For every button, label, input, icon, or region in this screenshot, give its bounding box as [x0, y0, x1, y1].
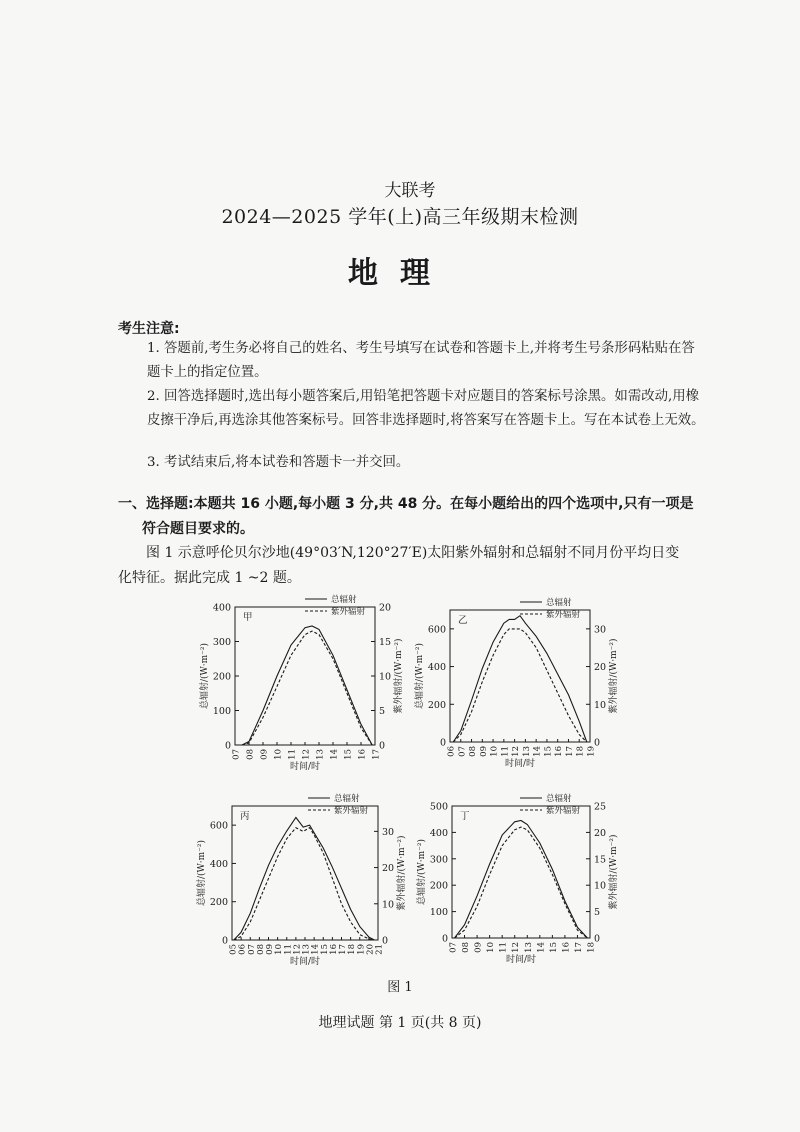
- chart-frame: [450, 610, 590, 742]
- series-uv-radiation: [453, 629, 587, 742]
- y-right-tick-label: 5: [379, 706, 386, 717]
- chart-panel-1: [198, 594, 404, 772]
- x-tick-label: 05: [228, 944, 239, 955]
- x-tick-label: 11: [498, 942, 509, 953]
- y-left-tick-label: 400: [209, 858, 228, 870]
- x-tick-label: 07: [457, 746, 468, 757]
- y-left-tick-label: 0: [221, 935, 228, 947]
- chart-panel-2: [413, 597, 619, 769]
- y-right-tick-label: 25: [594, 801, 607, 813]
- y-left-axis-label: 总辐射/(W·m⁻²): [415, 642, 425, 710]
- y-left-tick-label: 200: [429, 880, 448, 892]
- panel-label: 丙: [240, 811, 250, 822]
- x-tick-label: 14: [532, 746, 543, 757]
- x-tick-label: 17: [371, 749, 382, 760]
- x-tick-label: 12: [292, 944, 303, 955]
- notice-item-3: 3. 考试结束后,将本试卷和答题卡一并交回。: [147, 455, 410, 470]
- y-right-tick-label: 20: [594, 662, 607, 674]
- series-total-radiation: [242, 626, 372, 745]
- x-tick-label: 12: [511, 942, 522, 953]
- figure-caption: 图 1: [387, 980, 413, 995]
- x-tick-label: 13: [521, 746, 532, 757]
- notice-item-2: 2. 回答选择题时,选出每小题答案后,用铅笔把答题卡对应题目的答案标号涂黑。如需改动,用橡皮擦干净后,再选涂其他答案标号。回答非选择题时,将答案写在答题卡上。写在本试卷上无效。: [147, 389, 705, 428]
- x-tick-label: 07: [448, 942, 459, 953]
- y-left-tick-label: 400: [427, 662, 446, 674]
- series-uv-radiation: [234, 828, 375, 940]
- legend-label-total: 总辐射: [331, 595, 357, 605]
- y-left-tick-label: 0: [439, 737, 446, 749]
- x-tick-label: 15: [319, 944, 330, 955]
- panel-label: 丁: [460, 811, 470, 822]
- y-right-tick-label: 0: [379, 740, 386, 752]
- y-right-axis-label: 紫外辐射/(W·m⁻²): [394, 638, 404, 714]
- panel-label: 甲: [243, 612, 253, 623]
- y-left-tick-label: 200: [427, 699, 446, 711]
- y-left-tick-label: 600: [209, 820, 228, 832]
- y-left-tick-label: 100: [429, 907, 448, 919]
- x-tick-label: 16: [561, 942, 572, 953]
- x-tick-label: 13: [315, 749, 326, 760]
- y-left-tick-label: 200: [209, 897, 228, 909]
- y-left-axis-label: 总辐射/(W·m⁻²): [200, 642, 210, 710]
- x-tick-label: 16: [554, 746, 565, 757]
- y-right-tick-label: 5: [594, 907, 601, 919]
- x-tick-label: 09: [473, 942, 484, 953]
- y-right-tick-label: 10: [382, 899, 395, 911]
- y-left-tick-label: 100: [212, 706, 231, 717]
- x-tick-label: 17: [564, 746, 575, 757]
- x-axis-label: 时间/时: [505, 955, 537, 965]
- y-left-tick-label: 400: [212, 602, 231, 614]
- y-right-tick-label: 20: [594, 827, 607, 839]
- x-tick-label: 14: [310, 944, 321, 955]
- x-axis-label: 时间/时: [289, 762, 321, 772]
- x-tick-label: 12: [301, 749, 312, 760]
- exam-title: 2024—2025 学年(上)高三年级期末检测: [221, 206, 579, 228]
- x-tick-label: 18: [575, 746, 586, 757]
- series-total-radiation: [455, 821, 588, 939]
- series-total-radiation: [234, 818, 375, 941]
- series-total-radiation: [453, 616, 587, 742]
- y-right-axis-label: 紫外辐射/(W·m⁻²): [609, 638, 619, 714]
- legend-label-total: 总辐射: [546, 598, 572, 608]
- x-tick-label: 10: [273, 749, 284, 760]
- x-tick-label: 09: [478, 746, 489, 757]
- x-tick-label: 07: [246, 944, 257, 955]
- x-tick-label: 10: [486, 942, 497, 953]
- legend-label-uv: 紫外辐射: [546, 806, 581, 816]
- x-tick-label: 08: [255, 944, 266, 955]
- y-right-tick-label: 10: [379, 671, 392, 683]
- y-left-axis-label: 总辐射/(W·m⁻²): [197, 839, 207, 907]
- x-tick-label: 10: [489, 746, 500, 757]
- x-tick-label: 08: [245, 749, 256, 760]
- question-intro-line1: 图 1 示意呼伦贝尔沙地(49°03′N,120°27′E)太阳紫外辐射和总辐射不同月份平均日变: [146, 545, 680, 561]
- question-intro-line2: 化特征。据此完成 1 ~2 题。: [118, 570, 301, 586]
- legend-label-total: 总辐射: [334, 794, 360, 804]
- y-left-tick-label: 400: [429, 827, 448, 839]
- y-right-tick-label: 0: [594, 933, 601, 945]
- y-left-tick-label: 500: [429, 801, 448, 813]
- x-tick-label: 13: [523, 942, 534, 953]
- y-left-tick-label: 600: [427, 624, 446, 636]
- series-uv-radiation: [242, 631, 372, 745]
- x-tick-label: 11: [287, 749, 298, 760]
- series-uv-radiation: [455, 827, 588, 938]
- x-tick-label: 10: [274, 944, 285, 955]
- x-tick-label: 07: [231, 749, 242, 760]
- y-right-tick-label: 10: [594, 880, 607, 892]
- x-tick-label: 08: [468, 746, 479, 757]
- y-right-axis-label: 紫外辐射/(W·m⁻²): [397, 835, 407, 911]
- chart-panel-4: [415, 793, 619, 965]
- x-tick-label: 16: [328, 944, 339, 955]
- x-tick-label: 09: [265, 944, 275, 955]
- section-heading-line2: 符合题目要求的。: [142, 521, 254, 537]
- y-left-tick-label: 0: [224, 740, 231, 752]
- x-axis-label: 时间/时: [289, 957, 321, 967]
- notice-title: 考生注意:: [118, 321, 180, 337]
- x-tick-label: 17: [338, 944, 348, 955]
- y-right-tick-label: 15: [594, 854, 607, 866]
- panel-label: 乙: [458, 615, 468, 626]
- subject-title: 地理: [348, 256, 452, 291]
- x-tick-label: 15: [548, 942, 559, 953]
- x-tick-label: 17: [573, 942, 584, 953]
- x-tick-label: 09: [259, 749, 270, 760]
- y-left-axis-label: 总辐射/(W·m⁻²): [417, 838, 427, 906]
- y-left-tick-label: 0: [441, 933, 448, 945]
- x-tick-label: 12: [511, 746, 522, 757]
- y-right-tick-label: 0: [594, 737, 601, 749]
- legend-label-uv: 紫外辐射: [331, 607, 366, 617]
- section-heading-line1: 一、选择题:本题共 16 小题,每小题 3 分,共 48 分。在每小题给出的四个选项中,只有一项是: [118, 496, 694, 512]
- y-right-tick-label: 0: [382, 935, 389, 947]
- x-tick-label: 21: [374, 944, 385, 955]
- y-right-tick-label: 20: [382, 863, 395, 875]
- x-tick-label: 06: [446, 746, 457, 757]
- x-tick-label: 15: [543, 746, 554, 757]
- legend-label-uv: 紫外辐射: [546, 610, 581, 620]
- y-left-tick-label: 300: [429, 854, 448, 866]
- chart-panel-3: [195, 793, 407, 967]
- y-left-tick-label: 300: [212, 637, 231, 648]
- x-tick-label: 15: [343, 749, 354, 760]
- y-right-tick-label: 15: [379, 637, 392, 648]
- exam-organizer: 大联考: [384, 181, 436, 201]
- x-tick-label: 18: [586, 942, 597, 953]
- x-tick-label: 14: [329, 749, 340, 760]
- x-tick-label: 08: [461, 942, 472, 953]
- x-tick-label: 18: [347, 944, 358, 955]
- y-right-tick-label: 30: [594, 624, 607, 636]
- y-right-tick-label: 20: [379, 602, 392, 614]
- x-axis-label: 时间/时: [504, 759, 536, 769]
- x-tick-label: 06: [237, 944, 248, 955]
- x-tick-label: 11: [283, 944, 294, 955]
- page-footer: 地理试题 第 1 页(共 8 页): [318, 1015, 482, 1031]
- x-tick-label: 20: [365, 944, 376, 955]
- notice-item-1: 1. 答题前,考生务必将自己的姓名、考生号填写在试卷和答题卡上,并将考生号条形码粘贴在答题卡上的指定位置。: [147, 341, 695, 380]
- y-left-tick-label: 200: [212, 671, 231, 683]
- y-right-tick-label: 10: [594, 699, 607, 711]
- x-tick-label: 19: [586, 746, 597, 757]
- x-tick-label: 11: [500, 746, 511, 757]
- legend-label-total: 总辐射: [546, 794, 572, 804]
- x-tick-label: 16: [357, 749, 368, 760]
- x-tick-label: 14: [536, 942, 547, 953]
- x-tick-label: 19: [356, 944, 367, 955]
- chart-frame: [452, 806, 590, 938]
- y-right-axis-label: 紫外辐射/(W·m⁻²): [609, 834, 619, 910]
- x-tick-label: 13: [301, 944, 312, 955]
- y-right-tick-label: 30: [382, 826, 395, 838]
- legend-label-uv: 紫外辐射: [334, 806, 369, 816]
